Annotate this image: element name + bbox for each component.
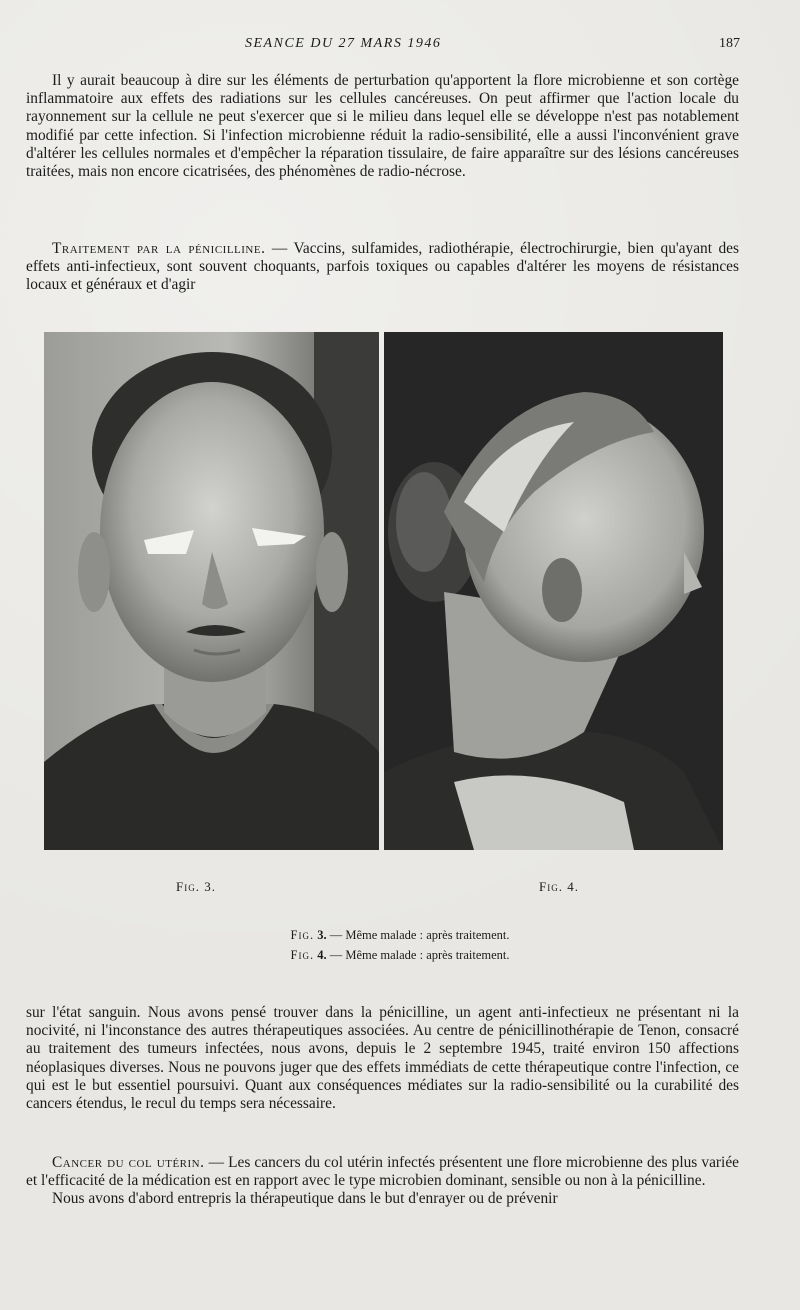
figure-3-label: Fig. 3. <box>176 879 216 894</box>
caption-figure-4-ref: Fig. <box>290 948 315 962</box>
paragraph-tenon-center: sur l'état sanguin. Nous avons pensé trouver dans la pénicilline, un agent anti-infectieux ne présentant ni la nocivité, ni l'inconstance des autres thérapeutiques associées. Au centre de pénicillinothérapie de Tenon, consacré au traitement des tumeurs infectées, nous avons, depuis le 2 septembre 1945, traité environ 150 affections néoplasiques diverses. Nous ne pouvons juger que des effets immédiats de cette thérapeutique contre l'infection, ce qui est le but essentiel poursuivi. Quant aux conséquences médiates sur la radio-sensibilité ou la curabilité des cancers étendus, le recul du temps sera nécessaire. <box>26 1004 739 1113</box>
text-block-continuation <box>26 1004 739 1113</box>
page-header <box>245 36 740 58</box>
paragraph-penicillin <box>26 240 739 295</box>
caption-figure-3 <box>0 928 800 943</box>
text-block-penicillin <box>26 240 739 295</box>
page-number: 187 <box>719 36 740 51</box>
caption-figure-3-number: 3. <box>317 928 327 942</box>
running-title: SEANCE DU 27 MARS 1946 <box>245 36 442 51</box>
text-block-top <box>26 72 739 181</box>
text-block-cervix <box>26 1154 739 1209</box>
caption-figure-4-number: 4. <box>317 948 327 962</box>
caption-figure-3-text: — Même malade : après traitement. <box>326 928 510 942</box>
caption-figure-3-ref: Fig. <box>290 928 315 942</box>
paragraph-radiosensitivity: Il y aurait beaucoup à dire sur les éléments de perturbation qu'apportent la flore microbienne et son cortège inflammatoire aux effets des radiations sur les cellules cancéreuses. On peut affirmer que l'action locale du rayonnement sur la cellule ne peut s'exercer que si le milieu dans lequel elle se développe n'est pas notablement modifié par cette infection. Si l'infection microbienne réduit la radio-sensibilité, elle a aussi l'inconvénient grave d'altérer les cellules normales et d'empêcher la réparation tissulaire, de faire apparaître sur des lésions cancéreuses traitées, mais non encore cicatrisées, des phénomènes de radio-nécrose. <box>26 72 739 181</box>
figure-4-label: Fig. 4. <box>539 879 579 894</box>
paragraph-therapy-start: Nous avons d'abord entrepris la thérapeutique dans le but d'enrayer ou de prévenir <box>52 1190 558 1208</box>
caption-figure-4-text: — Même malade : après traitement. <box>326 948 510 962</box>
paragraph-cervix-text: — Les cancers du col utérin infectés présentent une flore microbienne des plus variée et l'efficacité de la médication est en rapport avec le type microbien dominant, sensible ou non à la pénicilline. <box>26 1154 739 1190</box>
paragraph-penicillin-text: — Vaccins, sulfamides, radiothérapie, électrochirurgie, bien qu'ayant des effets anti-infectieux, sont souvent choquants, parfois toxiques ou capables d'altérer les moyens de résistances locaux et généraux et d'agir <box>26 240 739 294</box>
section-heading-penicillin: Traitement par la pénicilline. <box>52 240 266 257</box>
section-heading-cervix: Cancer du col utérin. <box>52 1154 205 1171</box>
figure-3-photo <box>44 332 379 850</box>
figure-4-photo <box>384 332 723 850</box>
caption-figure-4 <box>0 948 800 963</box>
paragraph-cervix <box>26 1154 739 1190</box>
